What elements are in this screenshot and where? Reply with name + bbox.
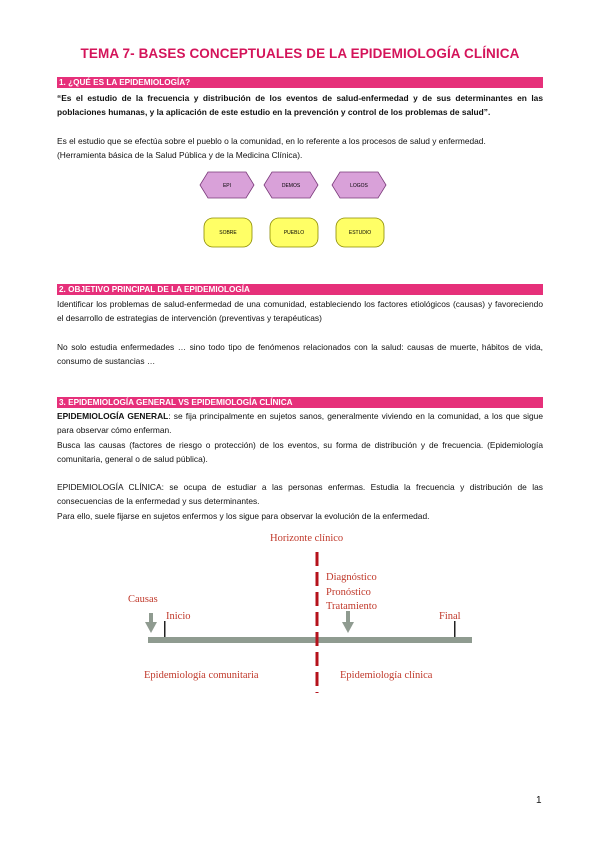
timeline-diagram: [0, 525, 600, 705]
clinical-label: EPIDEMIOLOGÍA CLÍNICA: [57, 482, 162, 493]
general-label: EPIDEMIOLOGÍA GENERAL: [57, 411, 169, 421]
shape-epi: [200, 172, 254, 198]
epidemiologia-clinica-label: Epidemiología clínica: [340, 670, 433, 681]
inicio-label: Inicio: [166, 611, 191, 622]
shape-sobre-label: SOBRE: [219, 230, 237, 236]
page-number: 1: [536, 795, 542, 806]
section-heading-3: 3. EPIDEMIOLOGÍA GENERAL VS EPIDEMIOLOGÍA CLÍNICA: [57, 397, 543, 408]
clinical-paragraph: [57, 480, 543, 509]
general-paragraph-2: Busca las causas (factores de riesgo o protección) de los eventos, su forma de distribución y de frecuencia. (Epidemiología comunitaria, general o de salud pública).: [57, 439, 543, 464]
causas-arrow-icon: [145, 613, 157, 633]
clinical-text: : se ocupa de estudiar a las personas enfermas. Estudia la frecuencia y distribución de las consecuencias de la enfermedad y sus determinantes.: [57, 482, 543, 507]
shape-pueblo: [270, 218, 318, 247]
general-paragraph: [57, 409, 543, 438]
section-1-body: [57, 91, 543, 162]
shape-demos-label: DEMOS: [281, 183, 301, 189]
epidemiologia-comunitaria-label: Epidemiología comunitaria: [144, 670, 259, 681]
final-tick: [454, 621, 456, 637]
inicio-tick: [164, 621, 166, 637]
section-heading-2: 2. OBJETIVO PRINCIPAL DE LA EPIDEMIOLOGÍA: [57, 284, 543, 295]
shape-estudio-label: ESTUDIO: [348, 230, 372, 236]
timeline-bar: [148, 637, 472, 643]
shape-logos-label: LOGOS: [350, 183, 368, 189]
diagnostic-list: [326, 571, 377, 615]
definition-quote: “Es el estudio de la frecuencia y distribución de los eventos de salud-enfermedad y de sus determinantes en las poblaciones humanas, y la aplicación de este estudio en la prevención y control de los problemas de salud”.: [57, 93, 543, 118]
section-heading-1: 1. ¿QUÉ ES LA EPIDEMIOLOGÍA?: [57, 77, 543, 88]
shape-pueblo-label: PUEBLO: [283, 230, 305, 236]
tratamiento-label: Tratamiento: [326, 601, 377, 612]
horizonte-clinico-label: Horizonte clínico: [270, 533, 344, 544]
definition-community: Es el estudio que se efectúa sobre el pueblo o la comunidad, en lo referente a los procesos de salud y enfermedad.: [57, 135, 486, 146]
general-text: : se fija principalmente en sujetos sanos, generalmente viviendo en la comunidad, a los que sigue para observar cómo enferman.: [57, 411, 543, 436]
shape-sobre: [204, 218, 252, 247]
shape-epi-label: EPI: [222, 183, 232, 189]
etymology-diagram: [190, 170, 410, 255]
final-label: Final: [439, 611, 461, 622]
pronostico-label: Pronóstico: [326, 586, 371, 598]
page-title: TEMA 7- BASES CONCEPTUALES DE LA EPIDEMIOLOGÍA CLÍNICA: [80, 46, 520, 61]
clinical-paragraph-2: Para ello, suele fijarse en sujetos enfermos y los sigue para observar la evolución de la enfermedad.: [57, 510, 430, 521]
diagnostico-label: Diagnóstico: [326, 572, 377, 583]
shape-estudio: [336, 218, 384, 247]
definition-note: (Herramienta básica de la Salud Pública y de la Medicina Clínica).: [57, 149, 303, 160]
shape-logos: [332, 172, 386, 198]
causas-label: Causas: [128, 594, 158, 605]
objective-text: Identificar los problemas de salud-enfermedad de una comunidad, estableciendo los factores etiológicos (causas) y favoreciendo el desarrollo de estrategias de intervención (preventivas y terapéuticas): [57, 299, 543, 324]
shape-demos: [264, 172, 318, 198]
objective-note: No solo estudia enfermedades … sino todo tipo de fenómenos relacionados con la salud: causas de muerte, hábitos de vida, consumo de sustancias …: [57, 341, 543, 366]
section-2-body: [57, 297, 543, 368]
section-3-body: [57, 409, 543, 523]
